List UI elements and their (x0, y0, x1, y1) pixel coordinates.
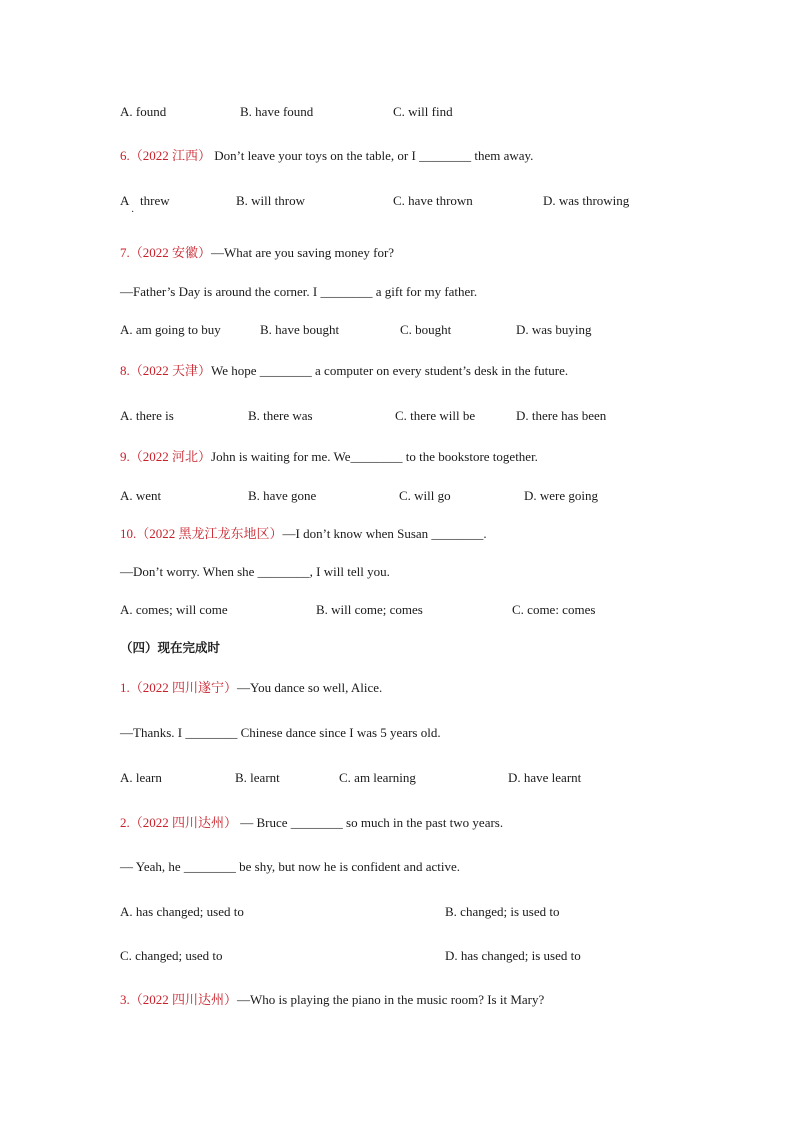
q6-option-a-letter: A (120, 193, 130, 208)
q7-option-c: C. bought (400, 322, 452, 337)
q6-stem (120, 148, 533, 164)
q6-source: （2022 江西） (129, 148, 212, 163)
q7-option-b: B. have bought (260, 322, 340, 337)
q6-option-c: C. have thrown (393, 193, 473, 208)
s4q3-source: （2022 四川达州） (129, 992, 238, 1007)
s4q2-option-d: D. has changed; is used to (445, 948, 581, 963)
q6-number: 6. (120, 148, 130, 163)
s4q1-source: （2022 四川遂宁） (129, 680, 238, 695)
q7-option-d: D. was buying (516, 322, 592, 337)
q10-option-c: C. come: comes (512, 602, 596, 617)
s4q2-source: （2022 四川达州） (129, 815, 238, 830)
q6-text: Don’t leave your toys on the table, or I ________ them away. (211, 148, 534, 163)
s4q2-text: — Bruce ________ so much in the past two years. (237, 815, 504, 830)
q6-option-a-text: threw (140, 193, 170, 208)
q9-option-a: A. went (120, 488, 162, 503)
q8-stem (120, 363, 568, 379)
s4q2-stem-2: — Yeah, he ________ be shy, but now he is confident and active. (120, 859, 460, 874)
q9-source: （2022 河北） (129, 449, 212, 464)
q5-option-a: A. found (120, 104, 167, 119)
q6-option-b: B. will throw (236, 193, 305, 208)
q8-option-a: A. there is (120, 408, 174, 423)
s4q1-option-c: C. am learning (339, 770, 416, 785)
s4q3-number: 3. (120, 992, 130, 1007)
q10-stem-2: —Don’t worry. When she ________, I will tell you. (120, 564, 390, 579)
s4q1-option-d: D. have learnt (508, 770, 582, 785)
q7-source: （2022 安徽） (129, 245, 212, 260)
s4q3-text: —Who is playing the piano in the music room? Is it Mary? (237, 992, 545, 1007)
q10-option-a: A. comes; will come (120, 602, 228, 617)
q5-option-c: C. will find (393, 104, 453, 119)
s4q1-option-b: B. learnt (235, 770, 280, 785)
s4q1-stem-2: —Thanks. I ________ Chinese dance since I was 5 years old. (120, 725, 441, 740)
q9-stem (120, 449, 538, 465)
s4q2-stem (120, 815, 503, 831)
q7-text: —What are you saving money for? (211, 245, 395, 260)
q10-stem (120, 526, 487, 542)
q7-stem (120, 245, 394, 261)
q7-number: 7. (120, 245, 130, 260)
q8-option-c: C. there will be (395, 408, 476, 423)
q9-number: 9. (120, 449, 130, 464)
q6-option-a-dot: · (131, 207, 135, 218)
s4q2-option-b: B. changed; is used to (445, 904, 560, 919)
q8-option-b: B. there was (248, 408, 313, 423)
q10-option-b: B. will come; comes (316, 602, 423, 617)
q9-option-d: D. were going (524, 488, 599, 503)
q9-option-c: C. will go (399, 488, 451, 503)
s4q2-number: 2. (120, 815, 130, 830)
s4q3-stem (120, 992, 544, 1008)
q6-option-d: D. was throwing (543, 193, 630, 208)
q5-option-b: B. have found (240, 104, 314, 119)
q9-text: John is waiting for me. We________ to the bookstore together. (211, 449, 538, 464)
q10-source: （2022 黑龙江龙东地区） (136, 526, 283, 541)
q8-number: 8. (120, 363, 130, 378)
q10-text: —I don’t know when Susan ________. (282, 526, 487, 541)
q9-option-b: B. have gone (248, 488, 317, 503)
s4q1-option-a: A. learn (120, 770, 162, 785)
s4q2-option-a: A. has changed; used to (120, 904, 244, 919)
s4q2-option-c: C. changed; used to (120, 948, 223, 963)
q8-text: We hope ________ a computer on every student’s desk in the future. (211, 363, 569, 378)
q7-option-a: A. am going to buy (120, 322, 221, 337)
s4q1-stem (120, 680, 382, 696)
q8-option-d: D. there has been (516, 408, 607, 423)
s4q1-number: 1. (120, 680, 130, 695)
q8-source: （2022 天津） (129, 363, 212, 378)
s4q1-text: —You dance so well, Alice. (237, 680, 383, 695)
q10-number: 10. (120, 526, 137, 541)
q7-stem-2: —Father’s Day is around the corner. I ________ a gift for my father. (120, 284, 478, 299)
section-heading: （四）现在完成时 (120, 640, 221, 655)
